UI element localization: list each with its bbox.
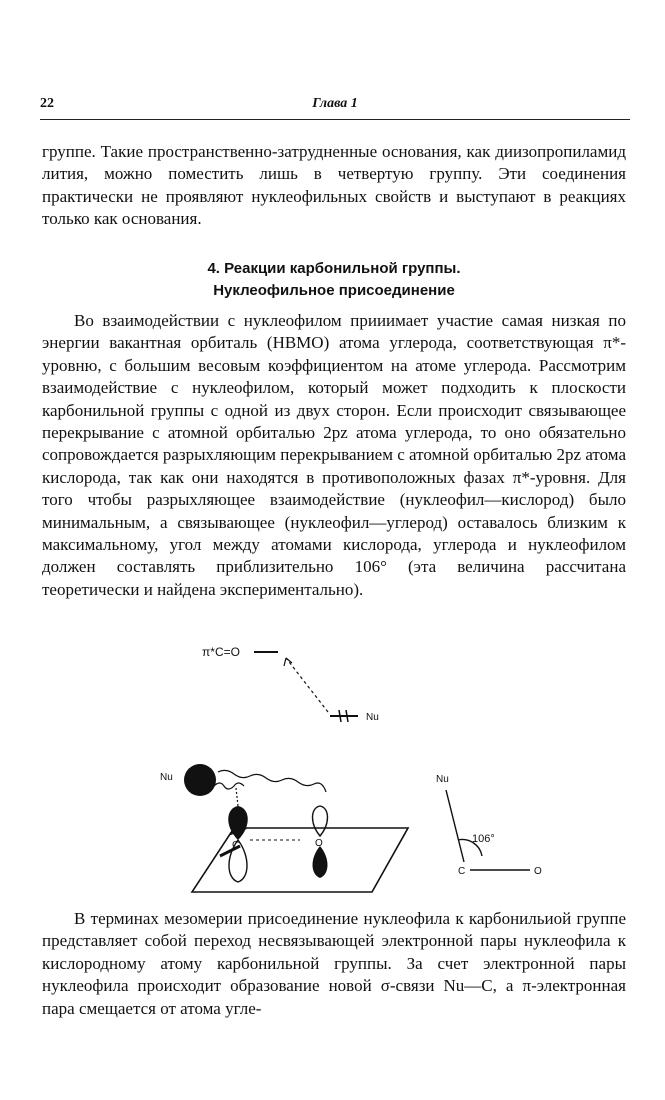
nu-level-label: Nu [366,712,379,723]
section-title-line-2: Нуклеофильное присоединение [213,282,455,299]
carbon-p-orbital-top-lobe [228,806,248,840]
nu-c-bonding-dash [236,788,238,806]
nucleophile-label: Nu [160,772,173,783]
angle-value-label: 106° [472,833,495,845]
interaction-dashed-line [286,658,328,712]
angle-nu-label: Nu [436,774,449,785]
electron-arrow-up-icon [339,710,341,722]
oxygen-label: O [315,838,323,849]
oxygen-p-orbital-top-lobe [313,806,328,836]
angle-oxygen-label: O [534,866,542,877]
section-title-line-1: 4. Реакции карбонильной группы. [207,260,461,277]
orbital-diagram [150,630,570,910]
page-header [40,96,630,118]
page-number: 22 [40,96,54,111]
header-rule [40,119,630,120]
paragraph-1: группе. Такие пространственно-затрудненные основания, как диизопропиламид лития, можно поместить лишь в четвертую группу. Эти соединения практически не проявляют нуклеофильных свойств и выступают в реакциях только как основания. [42,142,626,229]
nu-c-direction-line [446,790,464,862]
carbonyl-plane [192,828,408,892]
paragraph-2: Во взаимодействии с нуклеофилом прииимает участие самая низкая по энергии вакантная орбиталь (НВМО) атома углерода, соответствующая π*-уровню, с большим весовым коэффициентом на атоме углерода. Рассмотрим взаимодействие с нуклеофилом, который может подходить к плоскости карбонильной группы с одной из двух сторон. Если происходит связывающее перекрывание с атомной орбиталью 2pz атома углерода, то оно обязательно сопровождается разрыхляющим перекрыванием с атомной орбиталью 2pz атома кислорода, так как они находятся в противоположных фазах π*-уровня. Для того чтобы разрыхляющее взаимодействие (нуклеофил—кислород) было минимальным, а связывающее (нуклеофил—углерод) оставалось близким к максимальному, угол между атомами кислорода, углерода и нуклеофилом должен составлять приблизительно 106° (эта величина рассчитана теоретически и найдена экспериментально). [42,311,626,599]
paragraph-3: В терминах мезомерии присоединение нуклеофила к карбонильиой группе представляет собой переход несвязывающей электронной пары нуклеофила к кислородному атому карбонильной группы. За счет электронной пары нуклеофила происходит образование новой σ-связи Nu—C, а π-электронная пара смещается от атома угле- [42,909,626,1018]
orbital-figure [150,630,570,910]
electron-arrow-down-icon [346,710,348,722]
nucleophile-orbital [184,764,216,796]
angle-carbon-label: C [458,866,466,877]
carbon-label: C [232,840,240,851]
chapter-running-head: Глава 1 [312,96,358,111]
nu-c-interaction-line [214,783,244,789]
section-heading [42,258,626,302]
oxygen-p-orbital-bottom-lobe [313,846,328,878]
nu-o-interaction-line [218,770,326,792]
pi-star-level-label: π*C=O [202,645,240,659]
